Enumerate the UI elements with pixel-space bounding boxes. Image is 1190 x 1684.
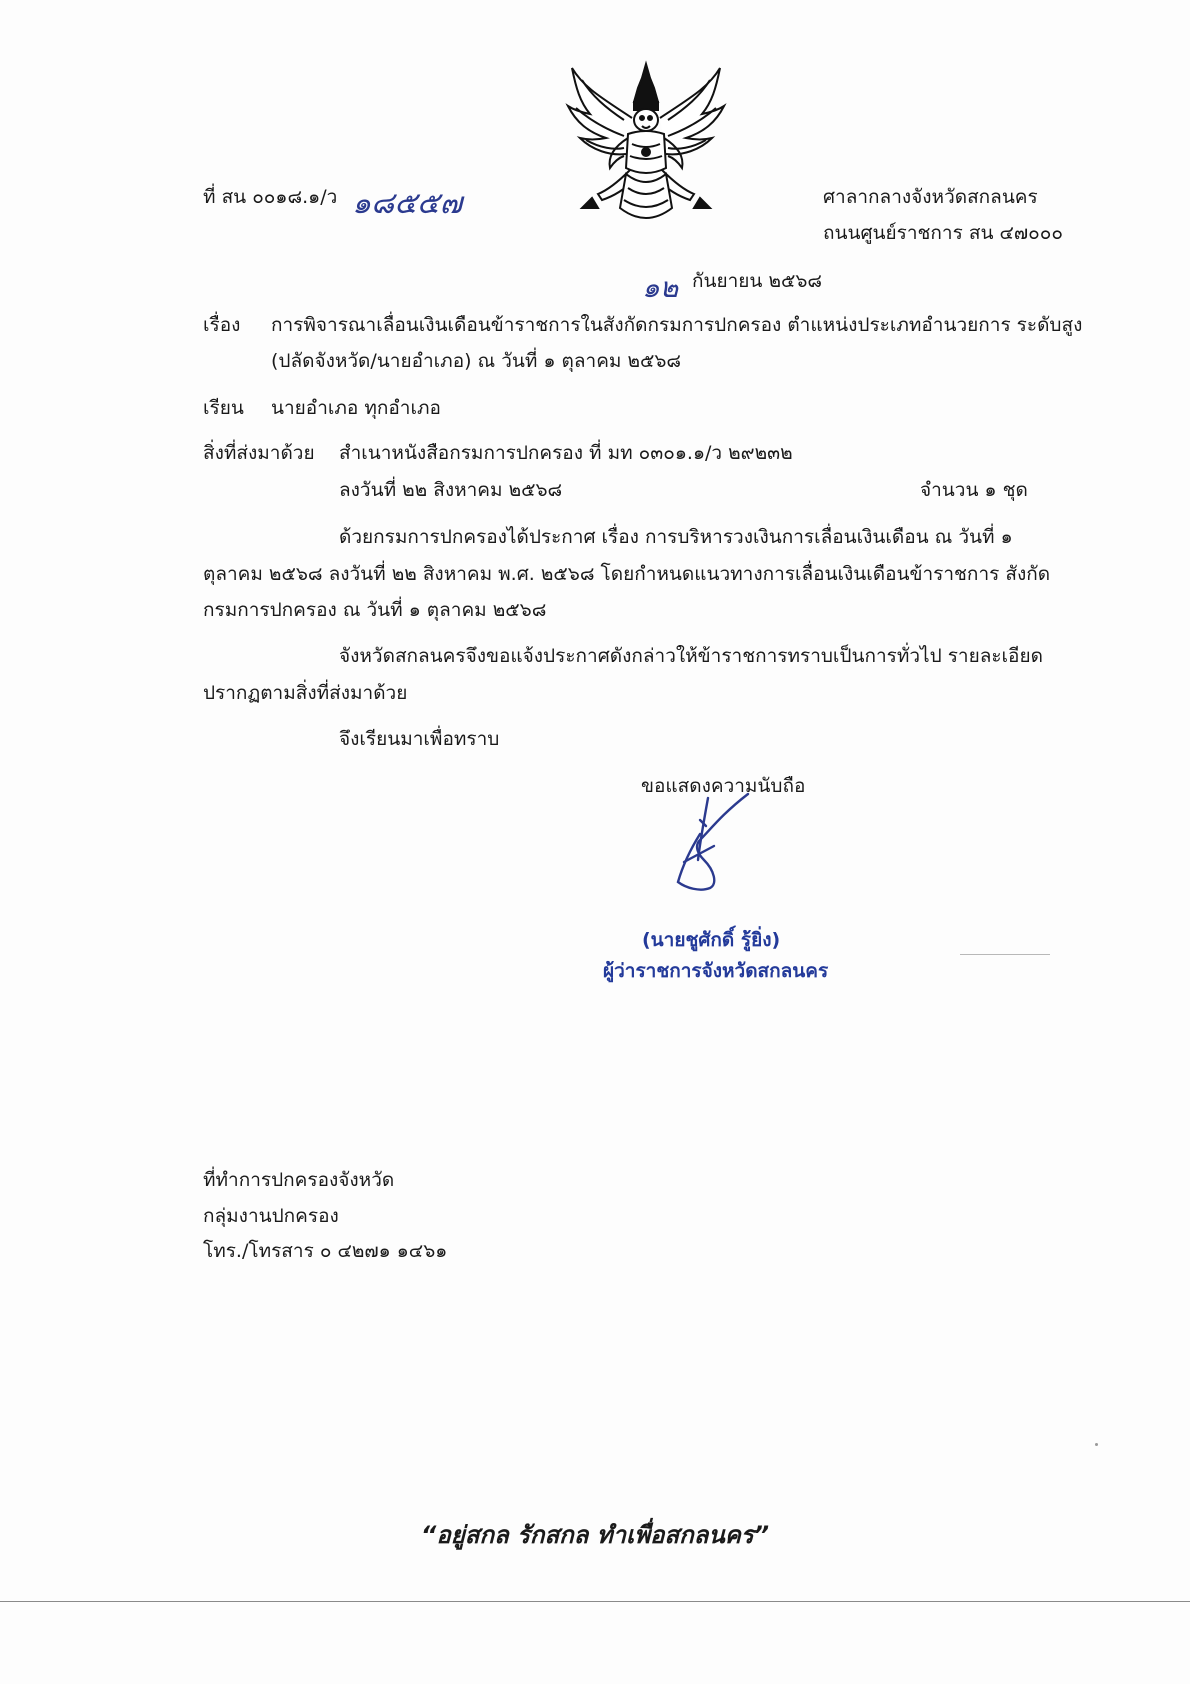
subject-line-1: การพิจารณาเลื่อนเงินเดือนข้าราชการในสังกัดกรมการปกครอง ตำแหน่งประเภทอำนวยการ ระดับสูง — [271, 314, 1083, 336]
salutation: ขอแสดงความนับถือ — [641, 775, 806, 797]
body-paragraph-1-line-1: ด้วยกรมการปกครองได้ประกาศ เรื่อง การบริหารวงเงินการเลื่อนเงินเดือน ณ วันที่ ๑ — [339, 526, 1013, 548]
closing-line: จึงเรียนมาเพื่อทราบ — [339, 728, 500, 750]
footer-department: ที่ทำการปกครองจังหวัด — [203, 1169, 395, 1191]
divider — [960, 954, 1050, 955]
date-day-handwritten: ๑๒ — [642, 271, 679, 304]
addressee-label: เรียน — [203, 397, 244, 419]
office-name: ศาลากลางจังหวัดสกลนคร — [823, 186, 1038, 208]
enclosure-label: สิ่งที่ส่งมาด้วย — [203, 442, 315, 464]
date-month-year: กันยายน ๒๕๖๘ — [692, 270, 823, 292]
body-paragraph-1-line-2: ตุลาคม ๒๕๖๘ ลงวันที่ ๒๒ สิงหาคม พ.ศ. ๒๕๖๘ โดยกำหนดแนวทางการเลื่อนเงินเดือนข้าราชการ สังกัด — [203, 563, 1051, 585]
divider — [0, 1601, 1190, 1602]
scan-speck — [1095, 1443, 1098, 1446]
body-paragraph-2-line-2: ปรากฏตามสิ่งที่ส่งมาด้วย — [203, 682, 408, 704]
subject-line-2: (ปลัดจังหวัด/นายอำเภอ) ณ วันที่ ๑ ตุลาคม ๒๕๖๘ — [271, 350, 682, 372]
signature-mark — [660, 790, 770, 900]
signer-name: (นายชูศักดิ์ รู้ยิ่ง) — [642, 929, 781, 951]
footer-section: กลุ่มงานปกครอง — [203, 1205, 339, 1227]
document-number-handwritten: ๑๘๕๕๗ — [352, 186, 463, 221]
enclosure-quantity: จำนวน ๑ ชุด — [920, 479, 1028, 501]
garuda-emblem-icon — [562, 58, 730, 234]
document-number: ที่ สน ๐๐๑๘.๑/ว — [203, 186, 338, 208]
addressee-value: นายอำเภอ ทุกอำเภอ — [271, 397, 441, 419]
office-address: ถนนศูนย์ราชการ สน ๔๗๐๐๐ — [823, 222, 1063, 244]
signer-position: ผู้ว่าราชการจังหวัดสกลนคร — [603, 960, 829, 982]
body-paragraph-2-line-1: จังหวัดสกลนครจึงขอแจ้งประกาศดังกล่าวให้ข้าราชการทราบเป็นการทั่วไป รายละเอียด — [339, 645, 1043, 667]
body-paragraph-1-line-3: กรมการปกครอง ณ วันที่ ๑ ตุลาคม ๒๕๖๘ — [203, 599, 547, 621]
enclosure-line-1: สำเนาหนังสือกรมการปกครอง ที่ มท ๐๓๐๑.๑/ว ๒๙๒๓๒ — [339, 442, 793, 464]
subject-label: เรื่อง — [203, 314, 241, 336]
slogan: “อยู่สกล รักสกล ทำเพื่อสกลนคร” — [420, 1521, 770, 1549]
footer-phone: โทร./โทรสาร ๐ ๔๒๗๑ ๑๔๖๑ — [203, 1240, 448, 1262]
enclosure-line-2: ลงวันที่ ๒๒ สิงหาคม ๒๕๖๘ — [339, 479, 563, 501]
